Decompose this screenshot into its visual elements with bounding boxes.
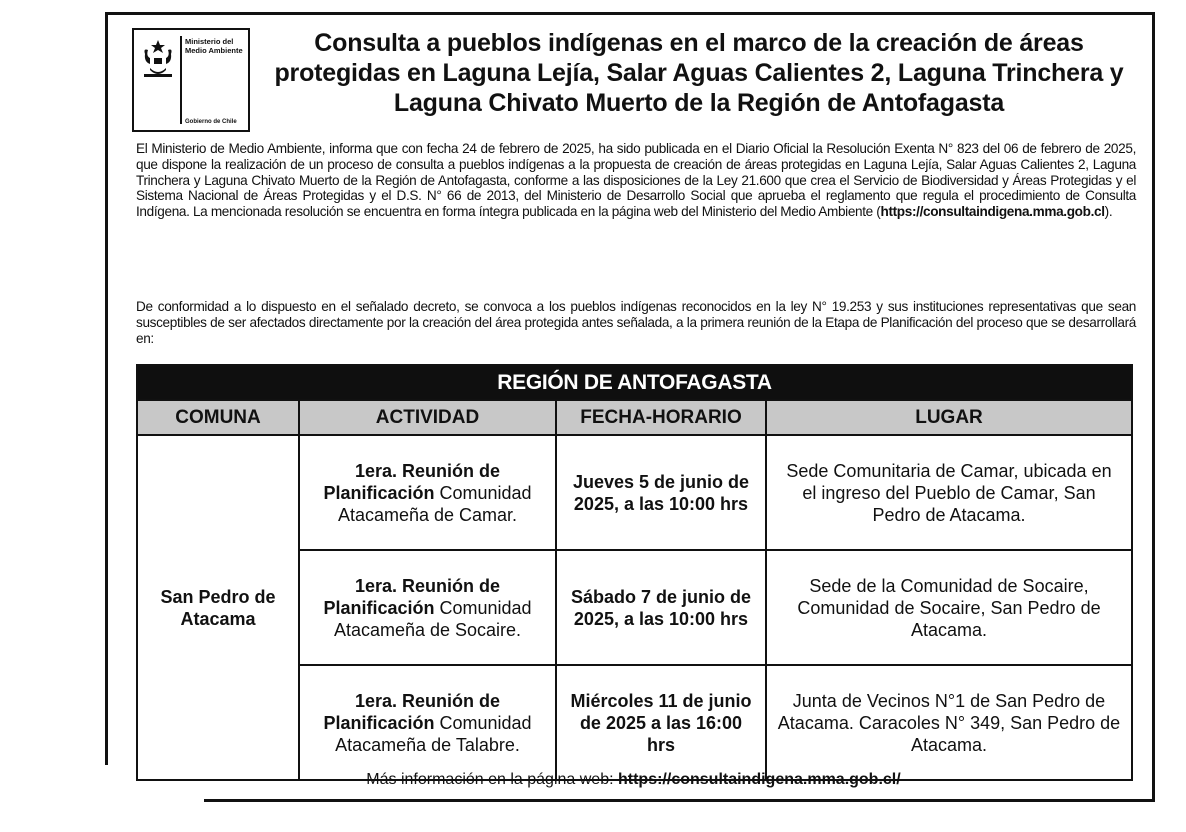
activity-cell xyxy=(299,665,556,780)
intro-paragraph xyxy=(136,141,1136,220)
page-title: Consulta a pueblos indígenas en el marco de la creación de áreas protegidas en Laguna Lejía, Salar Aguas Calientes 2, Laguna Trinchera y Laguna Chivato Muerto de la Región de Antofagasta xyxy=(274,29,1124,117)
table-row xyxy=(137,435,1132,550)
activity-cell xyxy=(299,435,556,550)
schedule-table xyxy=(136,364,1133,781)
ministry-name: Ministerio del Medio Ambiente xyxy=(185,37,243,55)
activity-community: Comunidad Atacameña de Socaire. xyxy=(333,597,532,640)
activity-community: Comunidad Atacameña de Camar. xyxy=(337,482,532,525)
chile-coat-of-arms-icon xyxy=(138,36,178,80)
footer-label: Más información en la página web: xyxy=(366,771,618,788)
column-header-comuna: COMUNA xyxy=(137,400,299,435)
intro-link[interactable]: https://consultaindigena.mma.gob.cl xyxy=(880,204,1105,220)
ministry-logo xyxy=(132,28,250,132)
date-cell: Miércoles 11 de junio de 2025 a las 16:00 hrs xyxy=(556,665,766,780)
logo-divider xyxy=(180,36,182,124)
column-header-actividad: ACTIVIDAD xyxy=(299,400,556,435)
place-cell: Sede Comunitaria de Camar, ubicada en el ingreso del Pueblo de Camar, San Pedro de Atacama. xyxy=(766,435,1132,550)
government-label: Gobierno de Chile xyxy=(185,119,237,125)
column-header-lugar: LUGAR xyxy=(766,400,1132,435)
footer-link[interactable]: https://consultaindigena.mma.gob.cl/ xyxy=(618,771,901,788)
place-cell: Junta de Vecinos N°1 de San Pedro de Atacama. Caracoles N° 349, San Pedro de Atacama. xyxy=(766,665,1132,780)
region-header: REGIÓN DE ANTOFAGASTA xyxy=(137,365,1132,400)
activity-community: Comunidad Atacameña de Talabre. xyxy=(335,712,532,755)
column-header-fecha: FECHA-HORARIO xyxy=(556,400,766,435)
activity-cell xyxy=(299,550,556,665)
convocation-paragraph: De conformidad a lo dispuesto en el señalado decreto, se convoca a los pueblos indígenas reconocidos en la ley N° 19.253 y sus instituciones representativas que sean susceptibles de ser afectados directamente por la creación del área protegida antes señalada, a la primera reunión de la Etapa de Planificación del proceso que se desarrollará en: xyxy=(136,299,1136,346)
date-cell: Sábado 7 de junio de 2025, a las 10:00 hrs xyxy=(556,550,766,665)
activity-title: 1era. Reunión de Planificación xyxy=(323,575,501,618)
place-cell: Sede de la Comunidad de Socaire, Comunidad de Socaire, San Pedro de Atacama. xyxy=(766,550,1132,665)
activity-title: 1era. Reunión de Planificación xyxy=(323,690,501,733)
comuna-cell: San Pedro de Atacama xyxy=(137,435,299,780)
activity-title: 1era. Reunión de Planificación xyxy=(323,460,501,503)
footer-info xyxy=(136,770,1131,790)
intro-text: El Ministerio de Medio Ambiente, informa que con fecha 24 de febrero de 2025, ha sido publicada en el Diario Oficial la Resolución Exenta N° 823 del 06 de febrero de 2025, que dispone la realización de un proceso de consulta a pueblos indígenas a la propuesta de creación de áreas protegidas en Laguna Lejía, Salar Aguas Calientes 2, Laguna Trinchera y Laguna Chivato Muerto de la Región de Antofagasta, conforme a las disposiciones de la Ley 21.600 que crea el Servicio de Biodiversidad y Áreas Protegidas y el Sistema Nacional de Áreas Protegidas y el D.S. N° 66 de 2013, del Ministerio de Desarrollo Social que aprueba el reglamento que regula el procedimiento de Consulta Indígena. La mencionada resolución se encuentra en forma íntegra publicada en la página web del Ministerio del Medio Ambiente ( xyxy=(136,141,1136,220)
date-cell: Jueves 5 de junio de 2025, a las 10:00 hrs xyxy=(556,435,766,550)
intro-end: ). xyxy=(1104,204,1113,220)
